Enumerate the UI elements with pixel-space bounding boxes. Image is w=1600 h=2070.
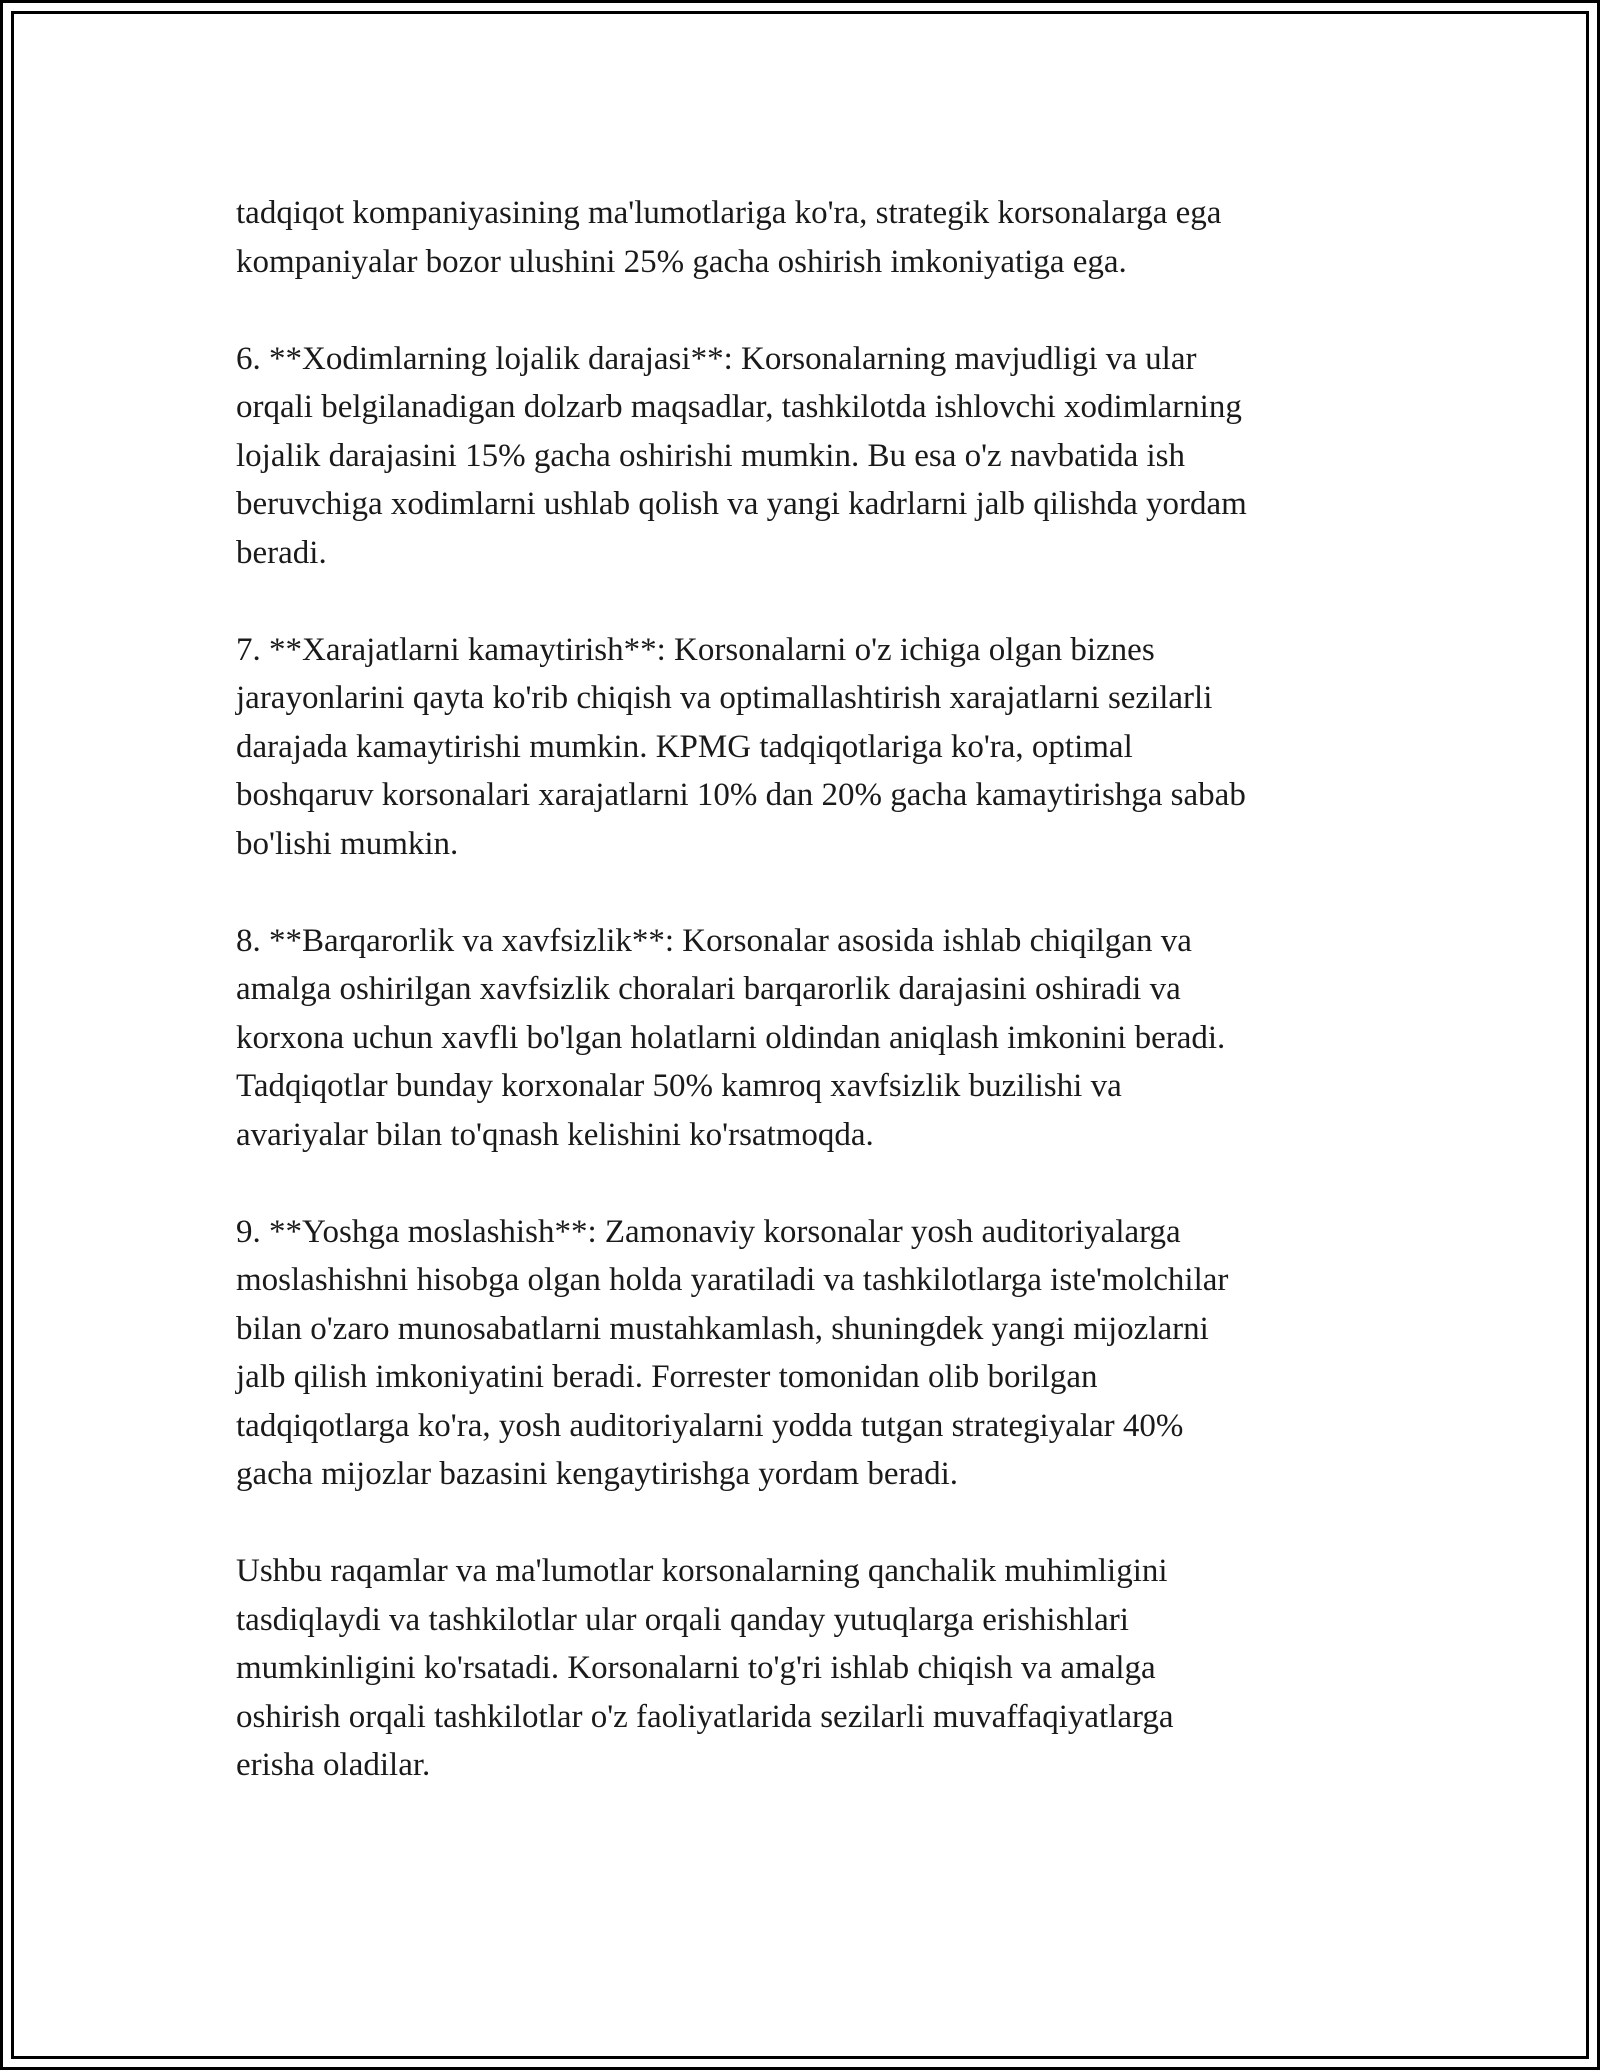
paragraph-item-6: 6. **Xodimlarning lojalik darajasi**: Korsonalarning mavjudligi va ular orqali belgilanadigan dolzarb maqsadlar, tashkilotda ishlovchi xodimlarning lojalik darajasini 15% gacha oshirishi mumkin. Bu esa o'z navbatida ish beruvchiga xodimlarni ushlab qolish va yangi kadrlarni jalb qilishda yordam beradi. <box>236 340 1247 571</box>
paragraph-intro-continuation: tadqiqot kompaniyasining ma'lumotlariga ko'ra, strategik korsonalarga ega kompaniyalar bozor ulushini 25% gacha oshirish imkoniyatiga ega. <box>236 195 1222 280</box>
document-body <box>236 189 1396 1790</box>
paragraph-item-7: 7. **Xarajatlarni kamaytirish**: Korsonalarni o'z ichiga olgan biznes jarayonlarini qayta ko'rib chiqish va optimallashtirish xarajatlarni sezilarli darajada kamaytirishi mumkin. KPMG tadqiqotlariga ko'ra, optimal boshqaruv korsonalari xarajatlarni 10% dan 20% gacha kamaytirishga sabab bo'lishi mumkin. <box>236 631 1246 862</box>
paragraph-conclusion: Ushbu raqamlar va ma'lumotlar korsonalarning qanchalik muhimligini tasdiqlaydi va tashkilotlar ular orqali qanday yutuqlarga erishishlari mumkinligini ko'rsatadi. Korsonalarni to'g'ri ishlab chiqish va amalga oshirish orqali tashkilotlar o'z faoliyatlarida sezilarli muvaffaqiyatlarga erisha oladilar. <box>236 1553 1174 1783</box>
paragraph-item-9: 9. **Yoshga moslashish**: Zamonaviy korsonalar yosh auditoriyalarga moslashishni hisobga olgan holda yaratiladi va tashkilotlarga iste'molchilar bilan o'zaro munosabatlarni mustahkamlash, shuningdek yangi mijozlarni jalb qilish imkoniyatini beradi. Forrester tomonidan olib borilgan tadqiqotlarga ko'ra, yosh auditoriyalarni yodda tutgan strategiyalar 40% gacha mijozlar bazasini kengaytirishga yordam beradi. <box>236 1213 1229 1492</box>
paragraph-item-8: 8. **Barqarorlik va xavfsizlik**: Korsonalar asosida ishlab chiqilgan va amalga oshirilgan xavfsizlik choralari barqarorlik darajasini oshiradi va korxona uchun xavfli bo'lgan holatlarni oldindan aniqlash imkonini beradi. Tadqiqotlar bunday korxonalar 50% kamroq xavfsizlik buzilishi va avariyalar bilan to'qnash kelishini ko'rsatmoqda. <box>236 922 1226 1153</box>
